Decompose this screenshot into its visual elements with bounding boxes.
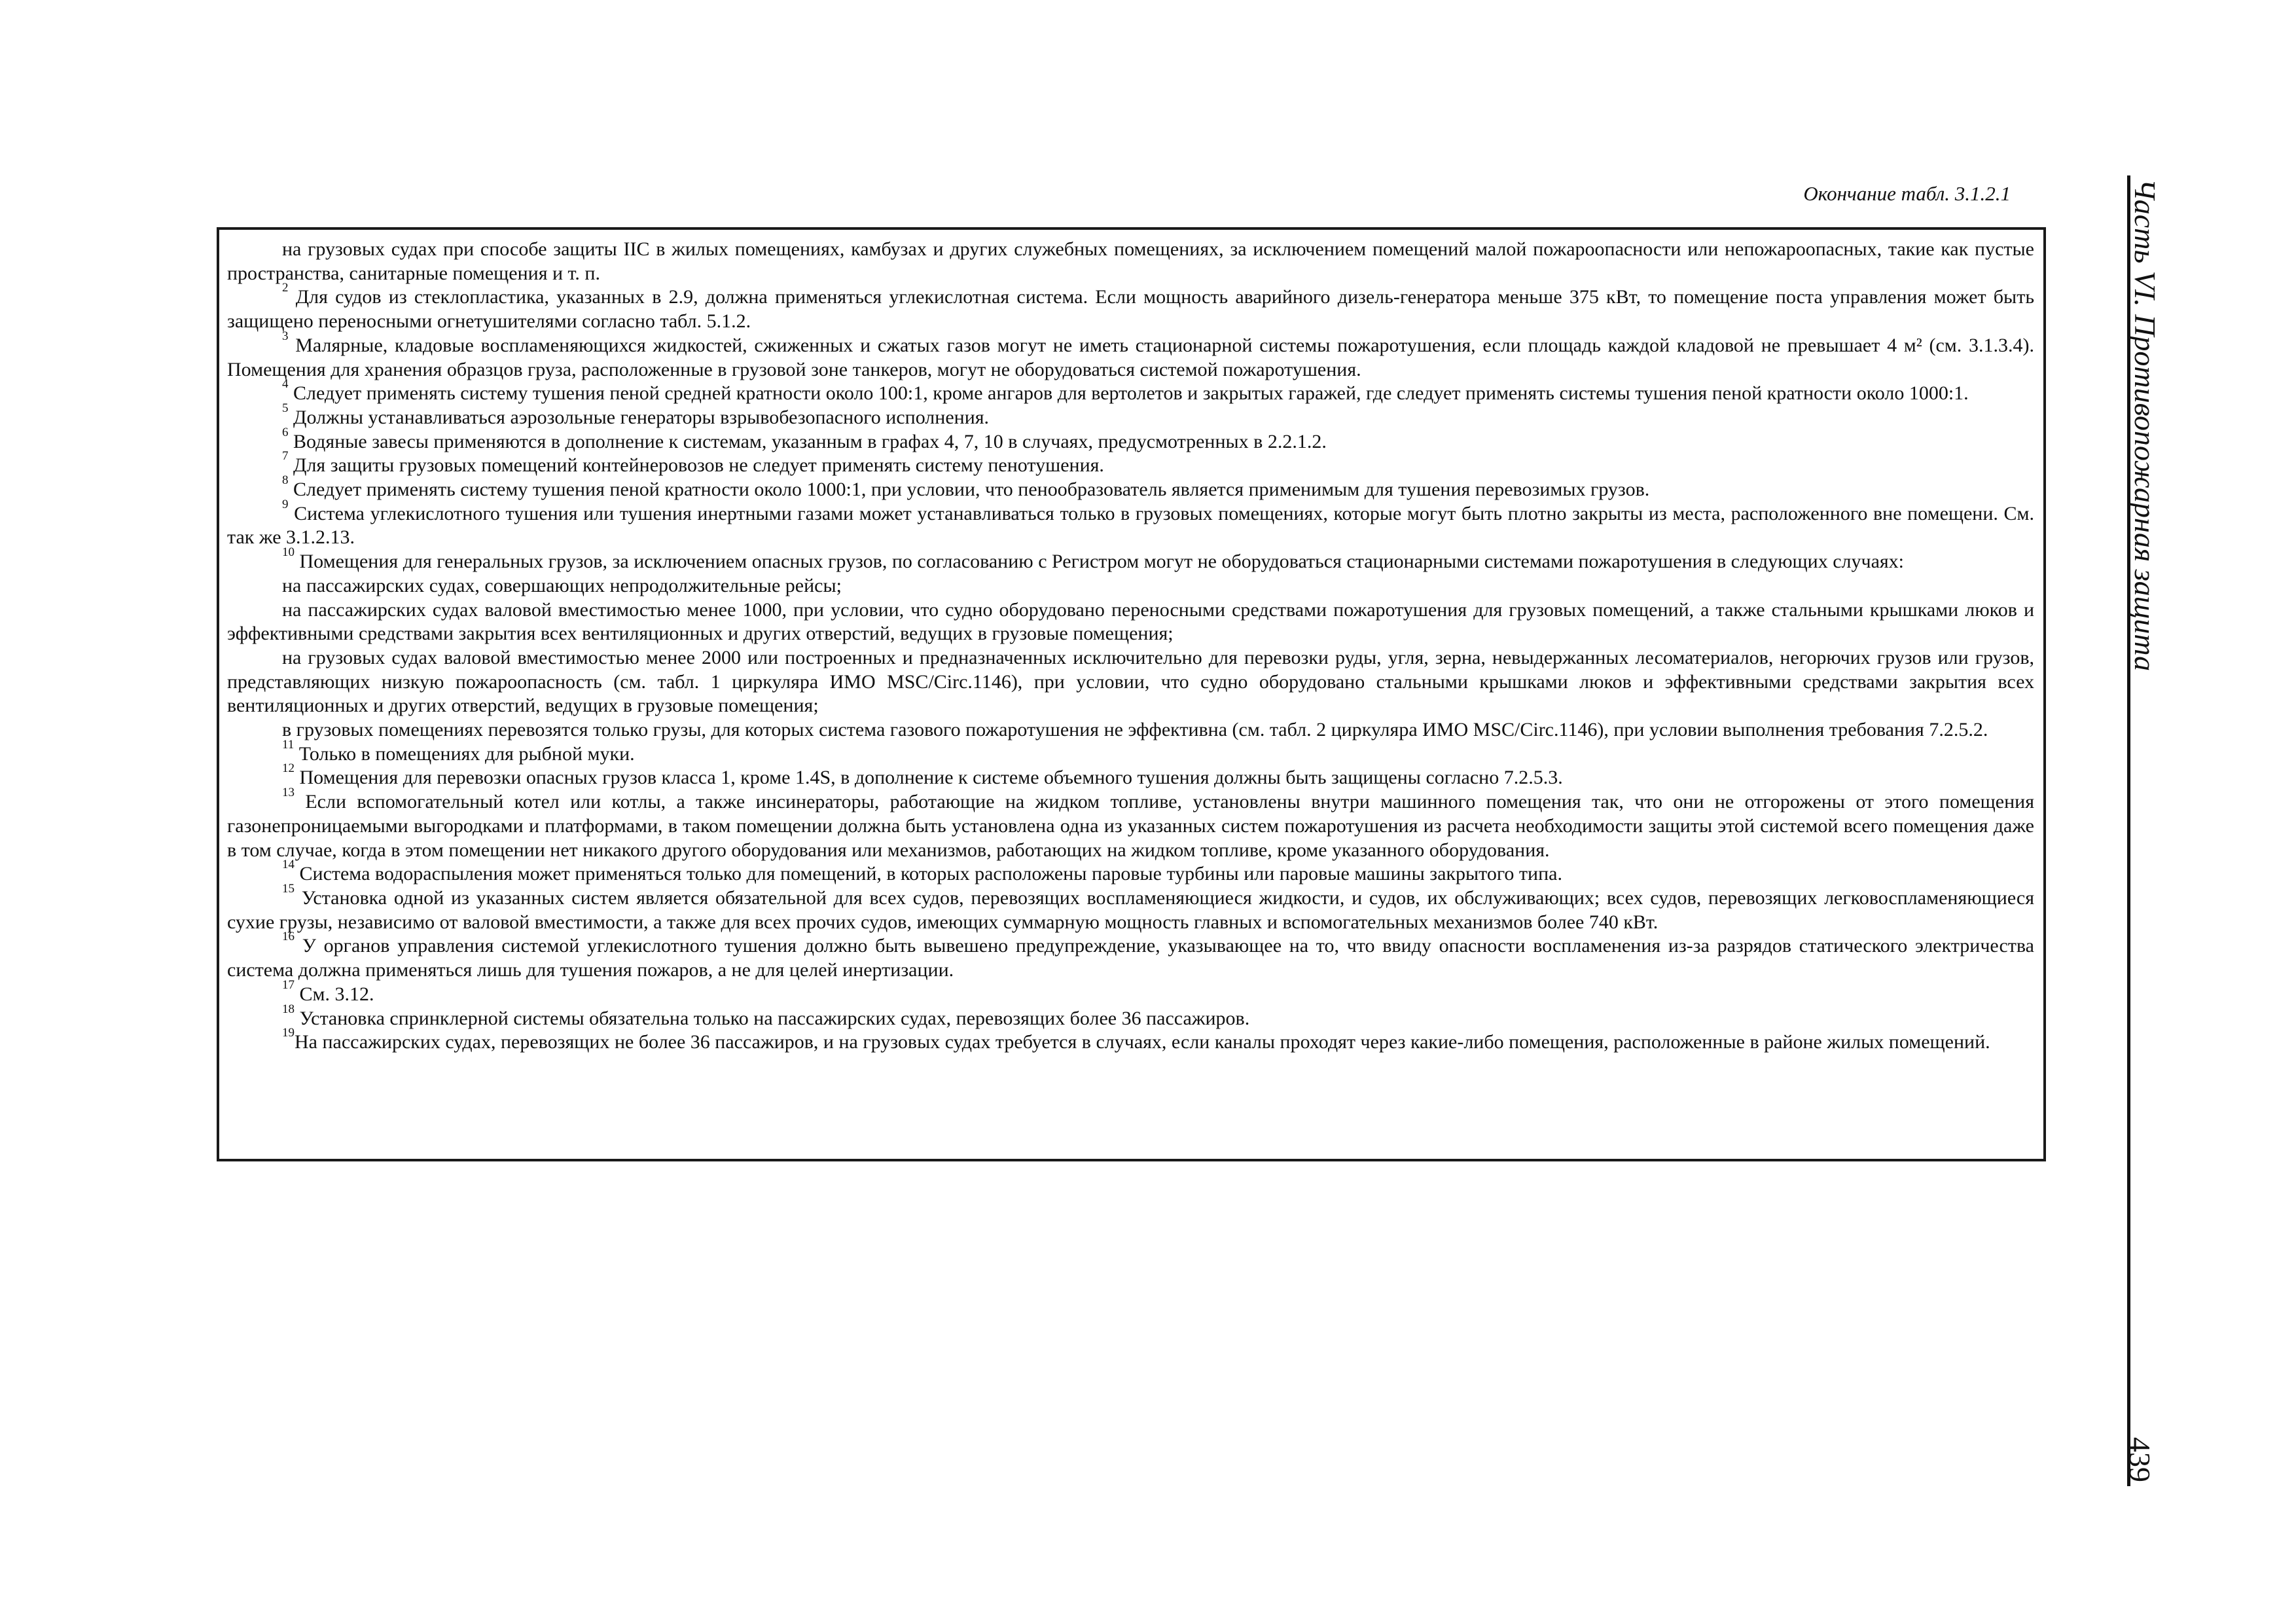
footnote-marker: 18 [282,1002,295,1016]
footnote-marker: 2 [282,281,289,295]
footnote-19: $^{19}$На пассажирских судах, перевозящих не более 36 пассажиров, и на грузовых судах требуется в случаях, если каналы проходят через какие-либо помещения, расположенные в районе жилых помещений. [282,1026,1990,1053]
footnote-10-case-4: в грузовых помещениях перевозятся только грузы, для которых система газового пожаротушения не эффективна (см. табл. 2 циркуляра ИМО MSC/Circ.1146), при условии выполнения требования 7.2.5.2. [282,719,1988,741]
footnote-marker: 3 [282,329,289,343]
table-caption: Окончание табл. 3.1.2.1 [1803,182,2011,205]
part-title: Часть VI. Противопожарная защита [2128,179,2162,672]
footnote-14: $^{14}$ Система водораспыления может применяться только для помещений, в которых расположены паровые турбины или паровые машины закрытого типа. [282,858,1562,885]
footnote-3: $^3$ Малярные, кладовые воспламеняющихся жидкостей, сжиженных и сжатых газов могут не иметь стационарной системы пожаротушения, если площадь каждой кладовой не превышает 4 м² (см. 3.1.3.4). Помещения для хранения образцов груза, расположенные в грузовой зоне танкеров, могут не оборудоваться системой пожаротушения. [227,329,2034,380]
footnote-marker: 7 [282,449,289,464]
footnote-18: $^{18}$ Установка спринклерной системы обязательна только на пассажирских судах, перевозящих более 36 пассажиров. [282,1002,1250,1029]
footnote-13: $^{13}$ Если вспомогательный котел или котлы, а также инсинераторы, работающие на жидком топливе, установлены внутри машинного помещения так, что они не отгорожены от этого помещения газонепроницаемыми выгородками и платформами, в таком помещении должна быть установлена одна из указанных систем пожаротушения из расчета необходимости защиты этой системой всего помещения даже в том случае, когда в этом помещении нет никакого другого оборудования или механизмов, работающих на жидком топливе, кроме указанного оборудования. [227,786,2034,861]
footnote-marker: 8 [282,473,289,488]
note-continuation: на грузовых судах при способе защиты IIC в жилых помещениях, камбузах и других служебных помещениях, за исключением помещений малой пожароопасности или непожароопасных, такие как пустые пространства, санитарные помещения и т. п. [227,238,2034,284]
footnote-marker: 14 [282,858,295,872]
footnote-11: $^{11}$ Только в помещениях для рыбной муки. [282,737,635,765]
footnote-15: $^{15}$ Установка одной из указанных систем является обязательной для всех судов, перевозящих воспламеняющиеся жидкости, и судов, их обслуживающих; всех судов, перевозящих легковоспламеняющиеся сухие грузы, независимо от валовой вместимости, а также для всех прочих судов, имеющих суммарную мощность главных и вспомогательных механизмов более 740 кВт. [227,881,2034,933]
footnote-marker: 16 [282,930,295,944]
footnote-marker: 17 [282,977,295,992]
running-header [2118,179,2170,833]
footnote-17: $^{17}$ См. 3.12. [282,977,374,1005]
footnote-10-case-3: на грузовых судах валовой вместимостью менее 2000 или построенных и предназначенных исключительно для перевозки руды, угля, зерна, невыдержанных лесоматериалов, негорючих грузов или грузов, представляющих низкую пожароопасность (см. табл. 1 циркуляра ИМО MSC/Circ.1146), при условии, что судно оборудовано стальными крышками люков и эффективными средствами закрытия всех вентиляционных и других отверстий, ведущих в грузовые помещения; [227,646,2034,717]
footnote-marker: 11 [282,737,295,752]
footnote-marker: 6 [282,425,289,439]
footnote-10-case-1: на пассажирских судах, совершающих непродолжительные рейсы; [282,574,842,596]
footnote-marker: 13 [282,786,295,800]
footnote-12: $^{12}$ Помещения для перевозки опасных грузов класса 1, кроме 1.4S, в дополнение к системе объемного тушения должны быть защищены согласно 7.2.5.3. [282,761,1563,789]
footnote-5: $^5$ Должны устанавливаться аэрозольные генераторы взрывобезопасного исполнения. [282,401,990,428]
table-notes-frame [217,227,2046,1161]
footnote-2: $^2$ Для судов из стеклопластика, указанных в 2.9, должна применяться углекислотная система. Если мощность аварийного дизель-генератора меньше 375 кВт, то помещение поста управления может быть защищено переносными огнетушителями согласно табл. 5.1.2. [227,281,2034,333]
footnote-9: $^9$ Система углекислотного тушения или тушения инертными газами может устанавливаться только в грузовых помещениях, которые могут быть плотно закрыты из места, расположенного вне помещени. См. так же 3.1.2.13. [227,497,2034,549]
footnote-marker: 10 [282,545,295,560]
footnote-marker: 9 [282,497,289,511]
footnote-7: $^7$ Для защиты грузовых помещений контейнеровозов не следует применять систему пенотушения. [282,449,1104,477]
footnote-16: $^{16}$ У органов управления системой углекислотного тушения должно быть вывешено предупреждение, указывающее на то, что ввиду опасности воспламенения из-за разрядов статического электричества система должна применяться лишь для тушения пожаров, а не для целей инертизации. [227,930,2034,981]
footnote-4: $^4$ Следует применять систему тушения пеной средней кратности около 100:1, кроме ангаров для вертолетов и закрытых гаражей, где следует применять системы тушения пеной кратности около 1000:1. [282,377,1969,405]
footnote-10: $^{10}$ Помещения для генеральных грузов, за исключением опасных грузов, по согласованию с Регистром могут не оборудоваться стационарными системами пожаротушения в следующих случаях: [282,545,1905,573]
footnote-6: $^6$ Водяные завесы применяются в дополнение к системам, указанным в графах 4, 7, 10 в случаях, предусмотренных в 2.2.1.2. [282,425,1327,452]
footnote-marker: 12 [282,761,295,776]
footnote-marker: 4 [282,377,289,392]
page-number: 439 [2123,1437,2157,1482]
footnote-10-case-2: на пассажирских судах валовой вместимостью менее 1000, при условии, что судно оборудовано переносными средствами пожаротушения для грузовых помещений, а также стальными крышками люков и эффективными средствами закрытия всех вентиляционных и других отверстий, ведущих в грузовые помещения; [227,598,2034,645]
footnote-marker: 5 [282,401,289,415]
footnote-8: $^8$ Следует применять систему тушения пеной кратности около 1000:1, при условии, что пенообразователь является применимым для тушения перевозимых грузов. [282,473,1650,501]
footnote-marker: 15 [282,881,295,896]
footnote-marker: 19 [282,1026,295,1040]
